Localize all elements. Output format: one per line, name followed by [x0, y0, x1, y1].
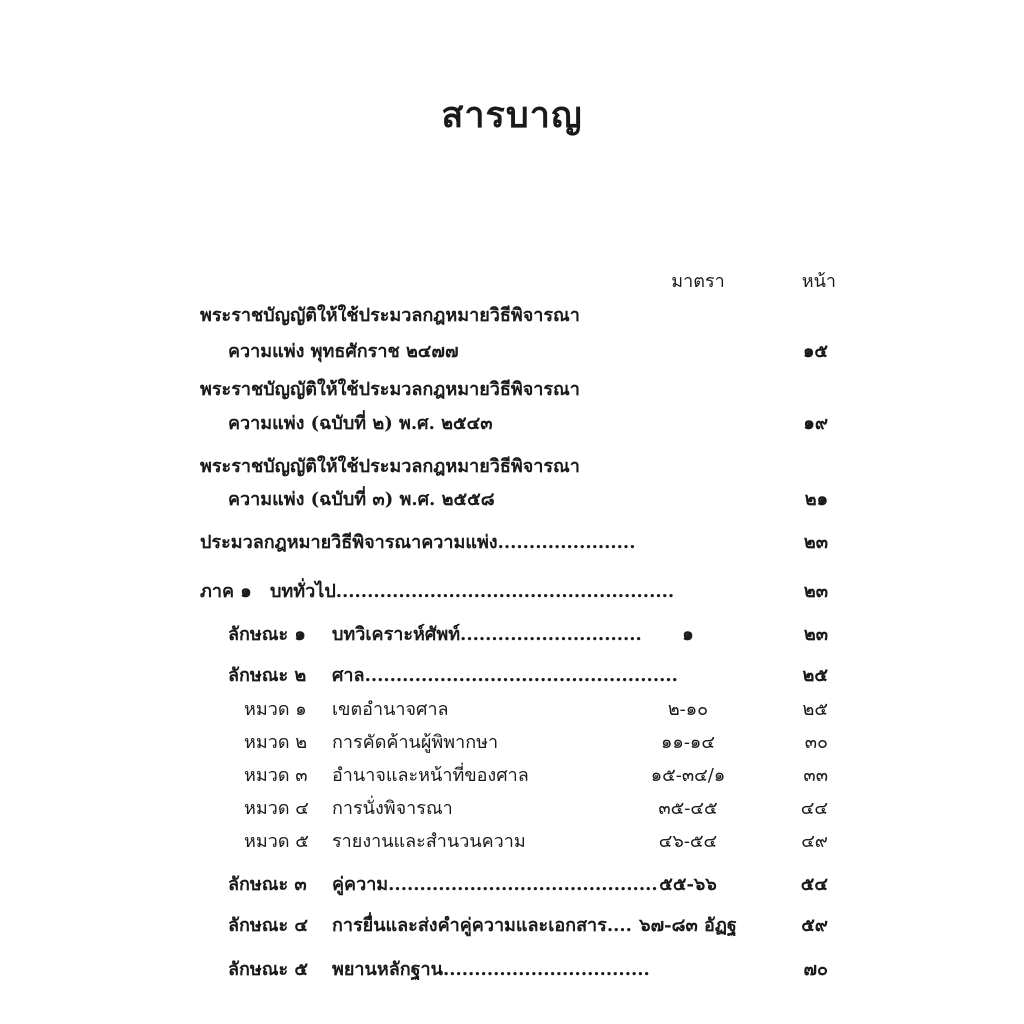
- entry-page: ๒๕: [802, 699, 828, 720]
- toc-entry: [0, 408, 1024, 436]
- entry-page: ๒๕: [802, 665, 828, 686]
- toc-entry: [0, 910, 1024, 938]
- entry-section: ๑: [682, 624, 694, 645]
- entry-label: พยานหลักฐาน.................................: [332, 959, 650, 980]
- entry-page: ๓๐: [804, 732, 828, 753]
- entry-page: ๓๓: [803, 765, 828, 786]
- entry-label: การยื่นและส่งคำคู่ความและเอกสาร....: [332, 915, 632, 936]
- toc-entry: [0, 300, 1024, 328]
- entry-label: ความแพ่ง (ฉบับที่ ๒) พ.ศ. ๒๕๔๓: [228, 413, 493, 434]
- entry-label: เขตอำนาจศาล: [332, 699, 449, 720]
- entry-label: ศาล..................................................: [332, 665, 678, 686]
- toc-entry: [0, 793, 1024, 821]
- toc-entry: [0, 694, 1024, 722]
- entry-part: หมวด ๓: [244, 765, 308, 786]
- toc-entry: [0, 451, 1024, 479]
- entry-section: ๑๑-๑๔: [661, 732, 715, 753]
- entry-part: ลักษณะ ๔: [228, 915, 309, 936]
- entry-page: ๒๓: [803, 581, 828, 602]
- entry-label: คู่ความ...........................................: [332, 874, 658, 895]
- entry-section: ๒-๑๐: [667, 699, 709, 720]
- toc-entry: [0, 869, 1024, 897]
- entry-page: ๗๐: [803, 959, 828, 980]
- entry-part: ลักษณะ ๒: [228, 665, 307, 686]
- entry-part: ลักษณะ ๓: [228, 874, 307, 895]
- entry-page: ๒๑: [804, 489, 828, 510]
- entry-part: หมวด ๔: [244, 798, 309, 819]
- toc-entry: [0, 660, 1024, 688]
- toc-entry: [0, 619, 1024, 647]
- entry-page: ๕๙: [801, 915, 828, 936]
- entry-label: ความแพ่ง (ฉบับที่ ๓) พ.ศ. ๒๕๕๘: [228, 489, 495, 510]
- entry-label: ประมวลกฎหมายวิธีพิจารณาความแพ่ง......................: [200, 532, 636, 553]
- entry-part: ลักษณะ ๑: [228, 624, 306, 645]
- toc-entry: [0, 336, 1024, 364]
- entry-label: รายงานและสำนวนความ: [332, 831, 526, 852]
- column-header-page: หน้า: [801, 271, 836, 292]
- toc-entry: [0, 954, 1024, 982]
- entry-page: ๕๔: [800, 874, 828, 895]
- entry-page: ๑๙: [803, 413, 828, 434]
- entry-page: ๔๔: [800, 798, 828, 819]
- entry-section: ๖๗-๘๓ อัฏฐ: [639, 915, 737, 936]
- entry-part: หมวด ๑: [244, 699, 307, 720]
- entry-part: หมวด ๒: [244, 732, 308, 753]
- entry-label: บททั่วไป......................................................: [270, 581, 675, 602]
- toc-entry: [0, 727, 1024, 755]
- column-header-section: มาตรา: [671, 271, 725, 292]
- toc-entry: [0, 484, 1024, 512]
- entry-page: ๒๓: [803, 624, 828, 645]
- toc-entry: [0, 374, 1024, 402]
- entry-page: ๔๙: [801, 831, 828, 852]
- entry-part: ภาค ๑: [200, 581, 252, 602]
- page-title: สารบาญ: [441, 94, 583, 136]
- toc-entry: [0, 576, 1024, 604]
- entry-part: ลักษณะ ๕: [228, 959, 309, 980]
- entry-part: หมวด ๕: [244, 831, 309, 852]
- entry-section: ๑๕-๓๔/๑: [650, 765, 726, 786]
- entry-label: การคัดค้านผู้พิพากษา: [332, 732, 499, 753]
- entry-section: ๔๖-๕๔: [658, 831, 718, 852]
- entry-label: พระราชบัญญัติให้ใช้ประมวลกฎหมายวิธีพิจารณา: [200, 456, 580, 477]
- toc-entry: [0, 527, 1024, 555]
- entry-label: พระราชบัญญัติให้ใช้ประมวลกฎหมายวิธีพิจารณา: [200, 379, 580, 400]
- entry-section: ๕๕-๖๖: [659, 874, 717, 895]
- toc-entry: [0, 760, 1024, 788]
- toc-entry: [0, 826, 1024, 854]
- entry-label: การนั่งพิจารณา: [332, 798, 453, 819]
- entry-section: ๓๕-๔๕: [658, 798, 718, 819]
- entry-page: ๑๕: [802, 341, 828, 362]
- entry-page: ๒๓: [803, 532, 828, 553]
- entry-label: พระราชบัญญัติให้ใช้ประมวลกฎหมายวิธีพิจารณา: [200, 305, 580, 326]
- entry-label: บทวิเคราะห์ศัพท์.............................: [332, 624, 642, 645]
- entry-label: ความแพ่ง พุทธศักราช ๒๔๗๗: [228, 341, 459, 362]
- entry-label: อำนาจและหน้าที่ของศาล: [332, 765, 529, 786]
